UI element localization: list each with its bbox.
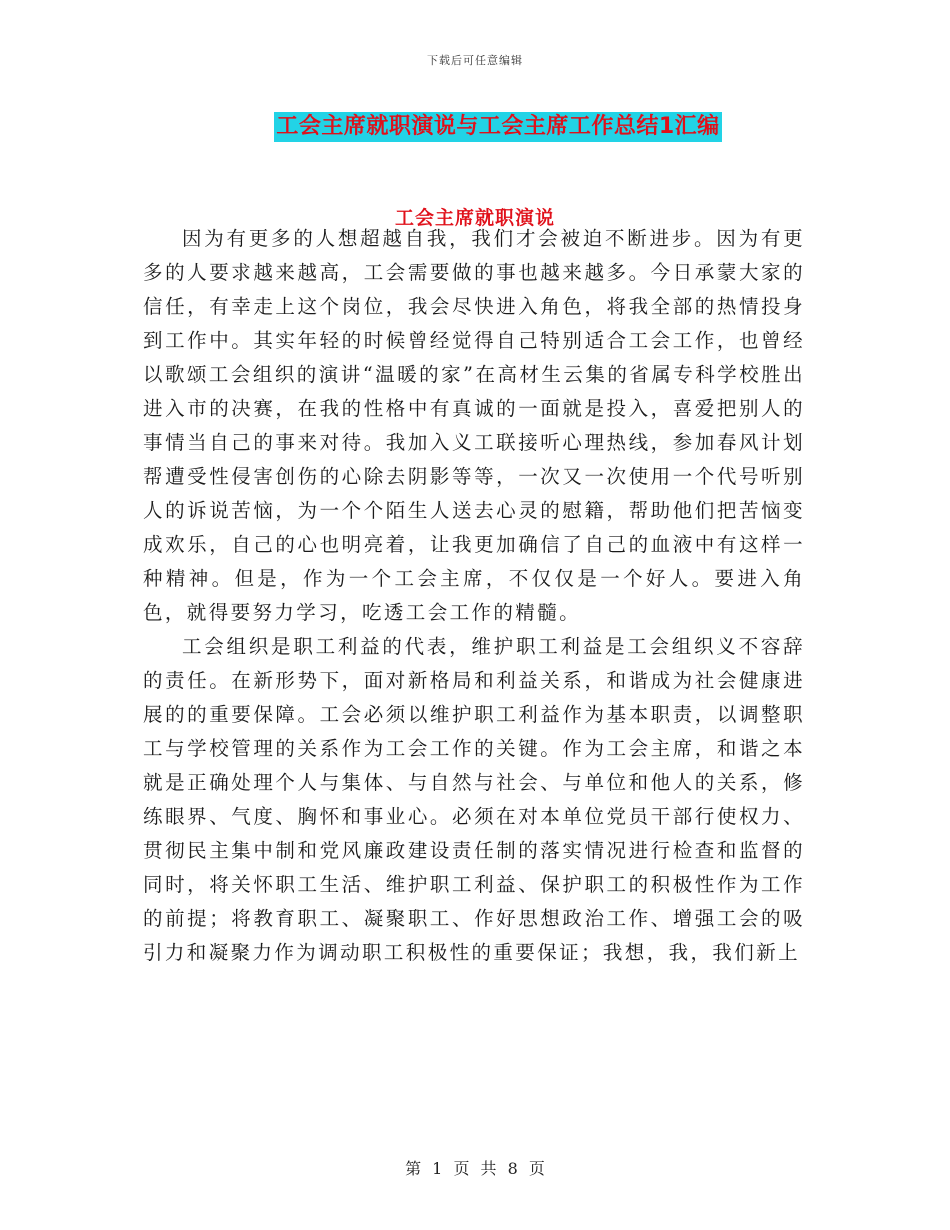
paragraph: 工会组织是职工利益的代表，维护职工利益是工会组织义不容辞的责任。在新形势下，面对新格局和利益关系，和谐成为社会健康进展的的重要保障。工会必须以维护职工利益作为基本职责，以调整职工与学校管理的关系作为工会工作的关键。作为工会主席，和谐之本就是正确处理个人与集体、与自然与社会、与单位和他人的关系，修练眼界、气度、胸怀和事业心。必须在对本单位党员干部行使权力、贯彻民主集中制和党风廉政建设责任制的落实情况进行检查和监督的同时，将关怀职工生活、维护职工利益、保护职工的积极性作为工作的前提；将教育职工、凝聚职工、作好思想政治工作、增强工会的吸引力和凝聚力作为调动职工积极性的重要保证；我想，我，我们新上	[143, 635, 805, 964]
page-number-footer: 第 1 页 共 8 页	[405, 1159, 545, 1178]
paragraph: 因为有更多的人想超越自我，我们才会被迫不断进步。因为有更多的人要求越来越高，工会需要做的事也越来越多。今日承蒙大家的信任，有幸走上这个岗位，我会尽快进入角色，将我全部的热情投身到工作中。其实年轻的时候曾经觉得自己特别适合工会工作，也曾经以歌颂工会组织的演讲“温暖的家”在高材生云集的省属专科学校胜出进入市的决赛，在我的性格中有真诚的一面就是投入，喜爱把别人的事情当自己的事来对待。我加入义工联接听心理热线，参加春风计划帮遭受性侵害创伤的心除去阴影等等，一次又一次使用一个代号听别人的诉说苦恼，为一个个陌生人送去心灵的慰籍，帮助他们把苦恼变成欢乐，自己的心也明亮着，让我更加确信了自己的血液中有这样一种精神。但是，作为一个工会主席，不仅仅是一个好人。要进入角色，就得要努力学习，吃透工会工作的精髓。	[143, 227, 805, 624]
document-body	[143, 222, 805, 970]
document-title: 工会主席就职演说与工会主席工作总结1汇编	[274, 112, 721, 142]
section-title: 工会主席就职演说	[394, 207, 555, 229]
document-title-container	[0, 112, 950, 142]
header-note: 下载后可任意编辑	[427, 54, 523, 67]
